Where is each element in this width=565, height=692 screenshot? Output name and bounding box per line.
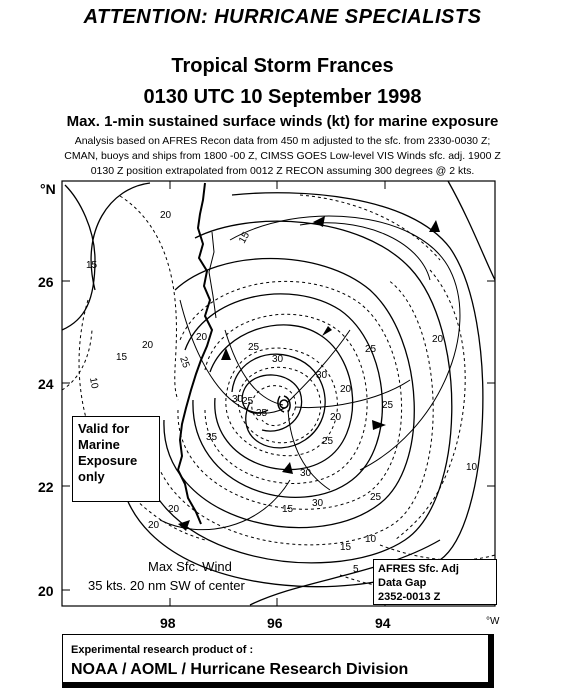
contour-label: 30 (272, 354, 284, 365)
afres-line: 2352-0013 Z (378, 591, 441, 603)
lat-label: 22 (38, 479, 54, 495)
contour-label: 20 (432, 334, 444, 345)
contour-label: 20 (196, 332, 208, 343)
storm-title: Tropical Storm Frances (171, 55, 394, 77)
contour-label: 20 (142, 340, 154, 351)
contour-label: 15 (116, 352, 128, 363)
attention-banner: ATTENTION: HURRICANE SPECIALISTS (83, 6, 482, 28)
analysis-note: CMAN, buoys and ships from 1800 -00 Z, CIMSS GOES Low-level VIS Winds sfc. adj. 1900 Z (64, 150, 501, 162)
contour-label: 25 (365, 344, 377, 355)
contour-label: 25 (242, 396, 254, 407)
lon-label: °W (486, 616, 500, 627)
valid-line: Marine (78, 437, 120, 452)
valid-line: Valid for (78, 421, 130, 436)
credit-caption: Experimental research product of : (71, 644, 254, 656)
streamline-arrows (178, 216, 440, 531)
valid-line: only (78, 469, 105, 484)
valid-line: Exposure (78, 453, 138, 468)
max-wind-label: Max Sfc. Wind (148, 559, 232, 574)
coastline (178, 183, 212, 524)
lat-label: °N (40, 181, 56, 197)
lat-label: 20 (38, 583, 54, 599)
contour-label: 20 (148, 520, 160, 531)
contour-label: 5 (353, 564, 359, 575)
afres-line: Data Gap (378, 577, 427, 589)
analysis-note: Analysis based on AFRES Recon data from 450 m adjusted to the sfc. from 2330-0030 Z; (74, 135, 491, 147)
contour-label: 10 (87, 376, 100, 390)
contour-label: 20 (330, 412, 342, 423)
contour-label: 30 (312, 498, 324, 509)
contour-label: 10 (365, 534, 377, 545)
valid-marine-exposure-box (72, 416, 160, 502)
contour-label: 25 (370, 492, 382, 503)
barrier-island (209, 232, 216, 318)
contour-label: 30 (316, 370, 328, 381)
contour-label: 25 (248, 342, 260, 353)
contour-label: 15 (86, 260, 98, 271)
credit-footer (62, 634, 494, 688)
lat-label: 26 (38, 274, 54, 290)
contour-label: 20 (340, 384, 352, 395)
contour-label: 15 (340, 542, 352, 553)
axis-ticks (62, 181, 495, 606)
contour-label: 20 (160, 210, 172, 221)
contour-label: 20 (168, 504, 180, 515)
map-subtitle: Max. 1-min sustained surface winds (kt) for marine exposure (66, 113, 499, 130)
credit-organization: NOAA / AOML / Hurricane Research Division (71, 661, 409, 678)
storm-center-icon (278, 396, 290, 412)
afres-line: AFRES Sfc. Adj (378, 563, 459, 575)
max-wind-detail: 35 kts. 20 nm SW of center (88, 578, 245, 593)
contour-label: 15 (237, 230, 253, 246)
analysis-note: 0130 Z position extrapolated from 0012 Z RECON assuming 300 degrees @ 2 kts. (90, 165, 475, 177)
contour-label: 30 (232, 394, 244, 405)
contour-label: 25 (382, 400, 394, 411)
contour-label: 15 (282, 504, 294, 515)
contour-label: 10 (466, 462, 478, 473)
lon-label: 96 (267, 615, 283, 631)
map-frame (62, 181, 495, 606)
contour-label: 35 (256, 408, 268, 419)
contour-label: 25 (177, 355, 192, 370)
contour-label: 35 (206, 432, 218, 443)
solid-isotachs (62, 181, 495, 605)
contour-label: 30 (300, 468, 312, 479)
contour-label: 25 (322, 436, 334, 447)
lon-label: 98 (160, 615, 176, 631)
lat-label: 24 (38, 376, 54, 392)
analysis-time: 0130 UTC 10 September 1998 (143, 86, 422, 108)
dashed-isotachs (62, 195, 495, 590)
lon-label: 94 (375, 615, 391, 631)
afres-data-gap-box (373, 559, 497, 605)
